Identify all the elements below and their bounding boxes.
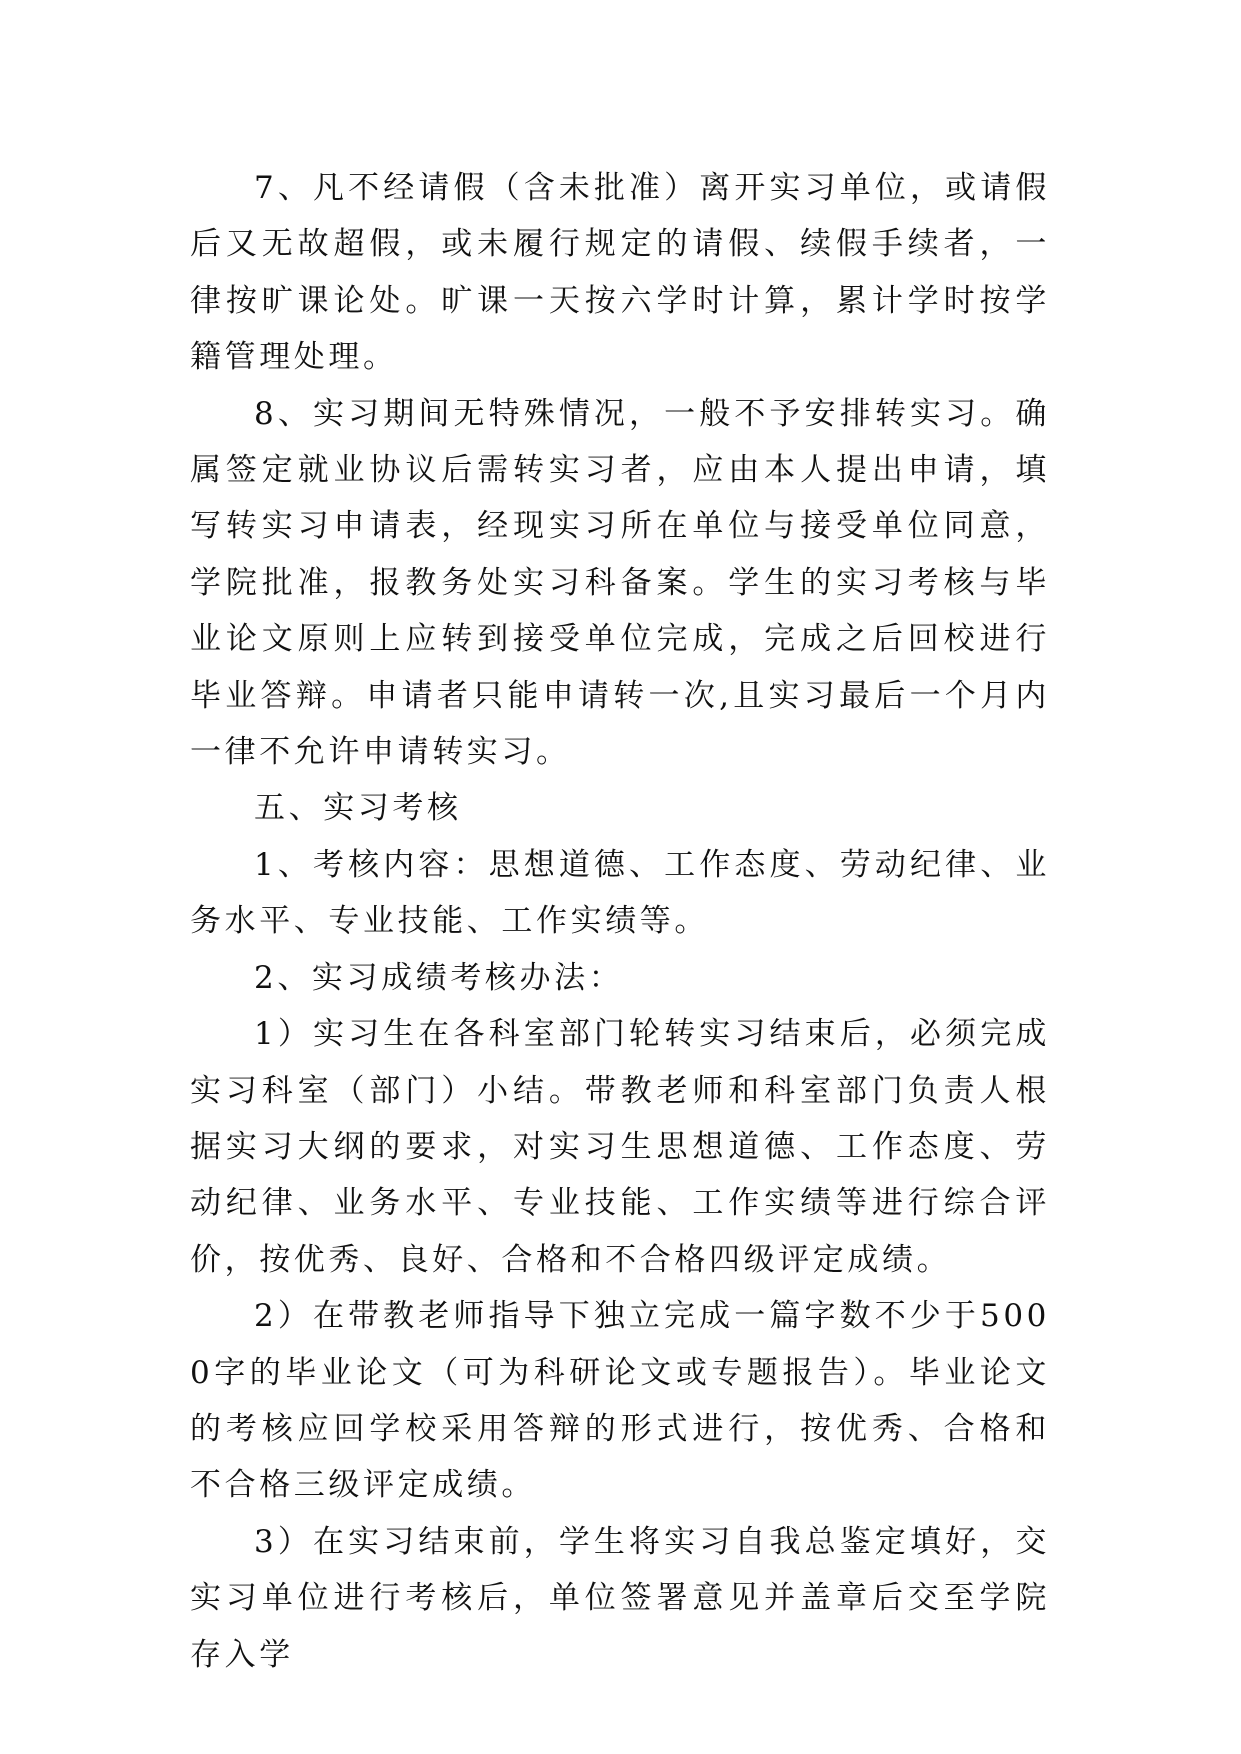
paragraph-assessment-method: 2、实习成绩考核办法： [254,959,624,996]
paragraph-method-3: 3）在实习结束前，学生将实习自我总鉴定填好，交实习单位进行考核后，单位签署意见并盖章后交至学院存入学 [190,1523,1050,1673]
paragraph-rule-7: 7、凡不经请假（含未批准）离开实习单位，或请假后又无故超假，或未履行规定的请假、续假手续者，一律按旷课论处。旷课一天按六学时计算，累计学时按学籍管理处理。 [190,170,1050,376]
paragraph-method-2: 2）在带教老师指导下独立完成一篇字数不少于5000字的毕业论文（可为科研论文或专题报告）。毕业论文的考核应回学校采用答辩的形式进行，按优秀、合格和不合格三级评定成绩。 [190,1298,1050,1504]
document-body [190,160,1050,1683]
paragraph-assessment-content: 1、考核内容：思想道德、工作态度、劳动纪律、业务水平、专业技能、工作实绩等。 [190,846,1050,940]
paragraph-rule-8: 8、实习期间无特殊情况，一般不予安排转实习。确属签定就业协议后需转实习者，应由本人提出申请，填写转实习申请表，经现实习所在单位与接受单位同意，学院批准，报教务处实习科备案。学生的实习考核与毕业论文原则上应转到接受单位完成，完成之后回校进行毕业答辩。申请者只能申请转一次,且实习最后一个月内一律不允许申请转实习。 [190,395,1050,771]
paragraph-method-1: 1）实习生在各科室部门轮转实习结束后，必须完成实习科室（部门）小结。带教老师和科室部门负责人根据实习大纲的要求，对实习生思想道德、工作态度、劳动纪律、业务水平、专业技能、工作实绩等进行综合评价，按优秀、良好、合格和不合格四级评定成绩。 [190,1016,1050,1278]
section-heading-assessment: 五、实习考核 [254,790,462,827]
